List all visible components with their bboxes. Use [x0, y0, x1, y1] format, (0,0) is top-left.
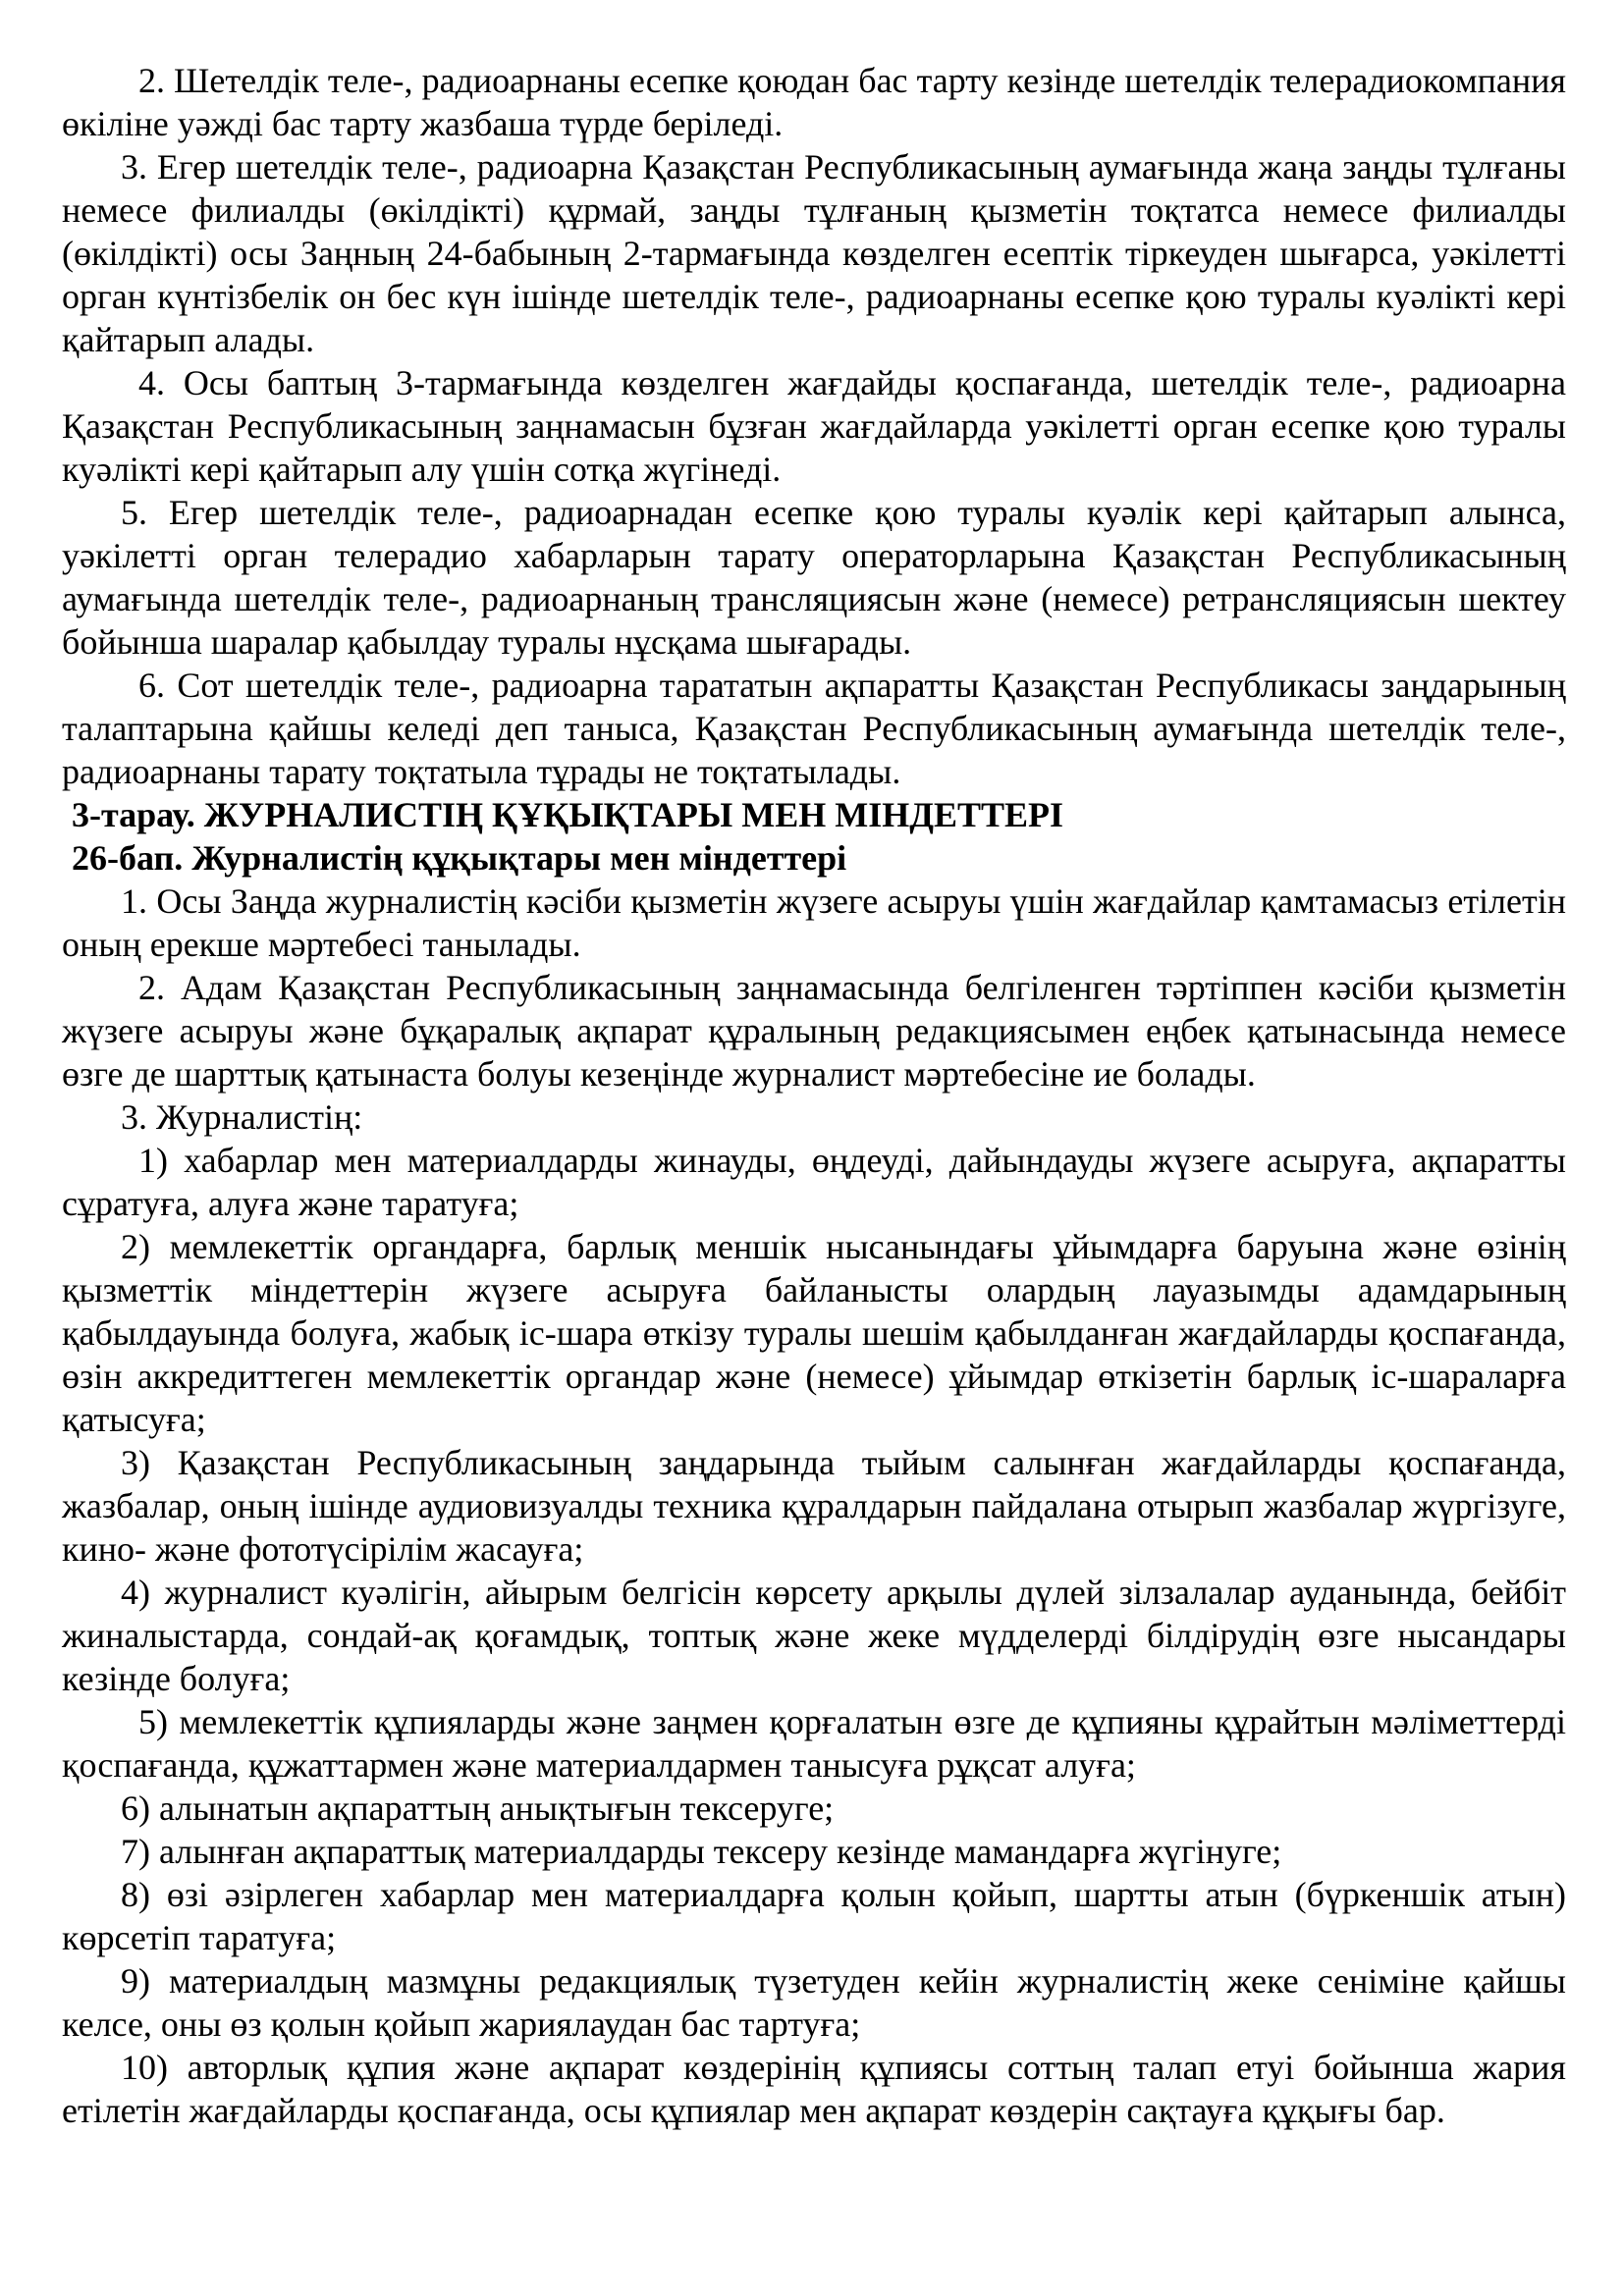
- list-item: 6) алынатын ақпараттың анықтығын тексеруге;: [121, 1789, 835, 1828]
- paragraph: 2. Адам Қазақстан Республикасының заңнамасында белгіленген тәртіппен кәсіби қызметін жүзеге асыруы және бұқаралық ақпарат құралының редакциясымен еңбек қатынасында немесе өзге де шарттық қатынаста болуы кезеңінде журналист мәртебесіне ие болады.: [62, 968, 1566, 1094]
- document-body: [62, 59, 1566, 2132]
- list-item: 1) хабарлар мен материалдарды жинауды, өңдеуді, дайындауды жүзеге асыруға, ақпаратты сұратуға, алуға және таратуға;: [62, 1141, 1566, 1223]
- list-item: 3) Қазақстан Республикасының заңдарында тыйым салынған жағдайларды қоспағанда, жазбалар, оның ішінде аудиовизуалды техника құралдарын пайдалана отырып жазбалар жүргізуге, кино- және фототүсірілім жасауға;: [62, 1443, 1566, 1569]
- paragraph: 1. Осы Заңда журналистің кәсіби қызметін жүзеге асыруы үшін жағдайлар қамтамасыз етілетін оның ерекше мәртебесі танылады.: [62, 881, 1566, 964]
- list-item: 4) журналист куәлігін, айырым белгісін көрсету арқылы дүлей зілзалалар ауданында, бейбіт жиналыстарда, сондай-ақ қоғамдық, топтық және жеке мүдделерді білдірудің өзге нысандары кезінде болуға;: [62, 1573, 1566, 1698]
- list-item: 7) алынған ақпараттық материалдарды тексеру кезінде мамандарға жүгінуге;: [121, 1832, 1282, 1871]
- paragraph: 4. Осы баптың 3-тармағында көзделген жағдайды қоспағанда, шетелдік теле-, радиоарна Қазақстан Республикасының заңнамасын бұзған жағдайларда уәкілетті орган есепке қою туралы куәлікті кері қайтарып алу үшін сотқа жүгінеді.: [62, 363, 1566, 489]
- paragraph: 3. Егер шетелдік теле-, радиоарна Қазақстан Республикасының аумағында жаңа заңды тұлғаны немесе филиалды (өкілдікті) құрмай, заңды тұлғаның қызметін тоқтатса немесе филиалды (өкілдікті) осы Заңның 24-бабының 2-тармағында көзделген есептік тіркеуден шығарса, уәкілетті орган күнтізбелік он бес күн ішінде шетелдік теле-, радиоарнаны есепке қою туралы куәлікті кері қайтарып алады.: [62, 147, 1566, 359]
- article-heading: 26-бап. Журналистің құқықтары мен міндеттері: [72, 838, 847, 878]
- section-heading: 3-тарау. ЖУРНАЛИСТІҢ ҚҰҚЫҚТАРЫ МЕН МІНДЕТТЕРІ: [72, 795, 1064, 834]
- paragraph: 6. Сот шетелдік теле-, радиоарна тарататын ақпаратты Қазақстан Республикасы заңдарының талаптарына қайшы келеді деп таныса, Қазақстан Республикасының аумағында шетелдік теле-, радиоарнаны тарату тоқтатыла тұрады не тоқтатылады.: [62, 666, 1566, 791]
- list-item: 2) мемлекеттік органдарға, барлық меншік нысанындағы ұйымдарға баруына және өзінің қызметтік міндеттерін жүзеге асыруға байланысты олардың лауазымды адамдарының қабылдауында болуға, жабық іс-шара өткізу туралы шешім қабылданған жағдайларды қоспағанда, өзін аккредиттеген мемлекеттік органдар және (немесе) ұйымдар өткізетін барлық іс-шараларға қатысуға;: [62, 1227, 1566, 1439]
- list-item: 5) мемлекеттік құпияларды және заңмен қорғалатын өзге де құпияны құрайтын мәліметтерді қоспағанда, құжаттармен және материалдармен танысуға рұқсат алуға;: [62, 1702, 1566, 1785]
- list-item: 10) авторлық құпия және ақпарат көздерінің құпиясы соттың талап етуі бойынша жария етілетін жағдайларды қоспағанда, осы құпиялар мен ақпарат көздерін сақтауға құқығы бар.: [62, 2048, 1566, 2130]
- paragraph: 3. Журналистің:: [121, 1097, 363, 1137]
- paragraph: 5. Егер шетелдік теле-, радиоарнадан есепке қою туралы куәлік кері қайтарып алынса, уәкілетті орган телерадио хабарларын тарату операторларына Қазақстан Республикасының аумағында шетелдік теле-, радиоарнаның трансляциясын және (немесе) ретрансляциясын шектеу бойынша шаралар қабылдау туралы нұсқама шығарады.: [62, 493, 1566, 662]
- paragraph: 2. Шетелдік теле-, радиоарнаны есепке қоюдан бас тарту кезінде шетелдік телерадиокомпания өкіліне уәжді бас тарту жазбаша түрде беріледі.: [62, 61, 1566, 143]
- list-item: 8) өзі әзірлеген хабарлар мен материалдарға қолын қойып, шартты атын (бүркеншік атын) көрсетіп таратуға;: [62, 1875, 1566, 1957]
- list-item: 9) материалдың мазмұны редакциялық түзетуден кейін журналистің жеке сеніміне қайшы келсе, оны өз қолын қойып жариялаудан бас тартуға;: [62, 1961, 1566, 2044]
